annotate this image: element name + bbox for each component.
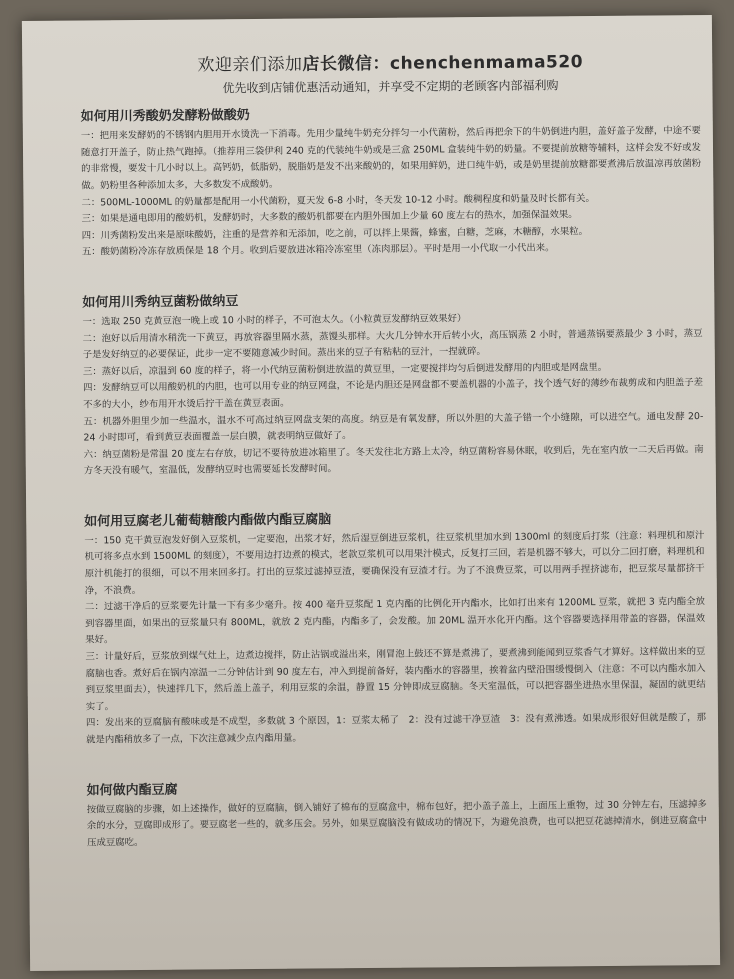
title-bold: 店长微信： xyxy=(302,53,391,75)
yogurt-step-4: 四：川秀菌粉发出来是原味酸奶，注重的是营养和无添加，吃之前，可以拌上果酱，蜂蜜，白糖，芝麻，木糖醇，水果粒。 xyxy=(81,225,589,242)
natto-step-1: 一：选取 250 克黄豆泡一晚上或 10 小时的样子，不可泡太久。（小粒黄豆发酵纳豆效果好） xyxy=(82,313,467,328)
section-heading-tofu: 如何做内酯豆腐 xyxy=(86,782,178,799)
yogurt-step-2: 二：500ML-1000ML 的奶量都是配用一小代菌粉，夏天发 6-8 小时，冬天发 10-12 小时。酸稠程度和奶量及时长都有关。 xyxy=(81,192,595,209)
natto-step-2: 二：泡好以后用清水稍洗一下黄豆，再放容器里隔水蒸，蒸馒头那样。大火几分钟水开后转小火，高压锅蒸 2 小时，普通蒸锅要蒸最少 3 小时，蒸豆子是发好纳豆的必要保证，此步一定不要随意减少时间。蒸出来的豆子有粘粘的豆汁，一捏就碎。 xyxy=(82,327,703,361)
natto-step-5: 五：机器外胆里少加一些温水，温水不可高过纳豆网盘支架的高度。纳豆是有氧发酵，所以外胆的大盖子错一个小缝隙，可以进空气。通电发酵 20-24 小时即可，看到黄豆表面覆盖一层白膜，就表明纳豆做好了。 xyxy=(83,410,704,444)
section-heading-tofu-pudding: 如何用豆腐老儿葡萄糖酸内酯做内酯豆腐脑 xyxy=(84,512,332,530)
yogurt-step-5: 五：酸奶菌粉冷冻存放质保是 18 个月。收到后要放进冰箱冷冻室里（冻肉那层）。平时是用一小代取一小代出来。 xyxy=(81,242,555,258)
yogurt-step-3: 三：如果是通电即用的酸奶机，发酵奶时，大多数的酸奶机都要在内胆外围加上少量 60 度左右的热水，加强保温效果。 xyxy=(81,209,578,225)
tofu-pudding-step-4: 四：发出来的豆腐脑有酸味或是不成型，多数就 3 个原因，1：豆浆太稀了 2：没有过滤干净豆渣 3：没有煮沸透。如果成形很好但就是酸了，那就是内酯稍放多了一点，下次注意减少点内酯用量。 xyxy=(85,712,707,746)
page-subtitle: 优先收到店铺优惠活动通知，并享受不定期的老顾客内部福利购 xyxy=(222,77,559,95)
yogurt-step-1: 一：把用来发酵奶的不锈钢内胆用开水烫洗一下消毒。先用少量纯牛奶充分拌匀一小代菌粉，然后再把余下的牛奶倒进内胆，盖好盖子发酵，中途不要随意打开盖子，防止热气跑掉。（推荐用三袋伊利 240 克的代装纯牛奶或是三盒 250ML 盒装纯牛奶的奶量。不要提前放糖等辅料，这样会发不好或发的非常慢，要发十几小时以上。高钙奶，低脂奶，脱脂奶是发不出来酸奶的，如果用鲜奶，进口纯牛奶，或是奶里提前放糖都要煮沸后放温凉再放菌粉做。奶粉里各种添加太多，大多数发不成酸奶。 xyxy=(80,125,702,192)
wechat-id: chenchenmama520 xyxy=(389,52,584,74)
natto-step-3: 三：蒸好以后，凉温到 60 度的样子，将一小代纳豆菌粉倒进放温的黄豆里，一定要搅拌均匀后倒进发酵用的内胆或是网盘里。 xyxy=(82,361,608,378)
natto-step-6: 六：纳豆菌粉是常温 20 度左右存放，切记不要待放进冰箱里了。冬天发往北方路上太冷，纳豆菌粉容易休眠，收到后，先在室内放一二天后再做。南方冬天没有暖气，室温低，发酵纳豆时也需要延长发酵时间。 xyxy=(83,443,704,477)
tofu-pudding-step-3: 三：计量好后，豆浆放到煤气灶上，边煮边搅拌，防止沾锅或溢出来，刚冒泡上鼓还不算是煮沸了，要煮沸到能闻到豆浆香气才算好。这样做出来的豆腐脑也香。煮好后在锅内凉温一二分钟估计到 90 度左右，冲入到提前备好，装内酯水的容器里，挨着盆内壁沿围缓慢倒入（注意：不可以内酯水加入到豆浆里面去），快速拌几下，然后盖上盖子，利用豆浆的余温，静置 15 分钟即成豆腐脑。冬天室温低，可以把容器坐进热水里保温，凝固的就更结实了。 xyxy=(85,646,706,713)
tofu-instructions: 按做豆腐脑的步骤，如上述操作，做好的豆腐脑，倒入铺好了棉布的豆腐盒中，棉布包好，把小盖子盖上，上面压上重物，过 30 分钟左右，压滤掉多余的水分，豆腐即成形了。要豆腐老一些的，就多压会。另外，如果豆腐脑没有做成功的情况下，为避免浪费，也可以把豆花滤掉清水，倒进豆腐盒中压成豆腐吃。 xyxy=(86,798,707,849)
natto-step-4: 四：发酵纳豆可以用酸奶机的内胆，也可以用专业的纳豆网盘，不论是内胆还是网盘都不要盖机器的小盖子，找个透气好的薄纱布裁剪成和内胆盖子差不多的大小，纱布用开水烫后拧干盖在黄豆表面。 xyxy=(83,377,704,411)
section-heading-yogurt: 如何用川秀酸奶发酵粉做酸奶 xyxy=(80,108,250,125)
instruction-sheet xyxy=(22,15,720,971)
section-heading-natto: 如何用川秀纳豆菌粉做纳豆 xyxy=(82,294,239,311)
page-title xyxy=(80,53,700,75)
title-prefix: 欢迎亲们添加 xyxy=(197,54,303,76)
tofu-pudding-step-2: 二：过滤干净后的豆浆要先计量一下有多少毫升。按 400 毫升豆浆配 1 克内酯的比例化开内酯水，比如打出来有 1200ML 豆浆，就把 3 克内酯全放到容器里面，如果出的豆浆量只有 800ML，就放 2 克内酯，内酯多了，会发酸。加 20ML 温开水化开内酯。这个容器要选择用带盖的容器，保温效果好。 xyxy=(84,596,706,646)
sheet-content xyxy=(80,53,707,852)
tofu-pudding-step-1: 一：150 克干黄豆泡发好倒入豆浆机，一定要泡，出浆才好，然后湿豆倒进豆浆机，往豆浆机里加水到 1300ml 的刻度后打浆（注意：料理机和原汁机可将多点水到 1500ML 的刻度），不要用边打边煮的模式，老款豆浆机可以用果汁模式，反复打三回，若是机器不够大，可以分二回打磨，料理机和原汁机能打的很细，可以不用来回多打。打出的豆浆过滤掉豆渣，要确保没有豆渣才行。为了不浪费豆浆，可以用两手捏挤滤布，把豆浆尽量都挤干净，不浪费。 xyxy=(84,529,705,597)
